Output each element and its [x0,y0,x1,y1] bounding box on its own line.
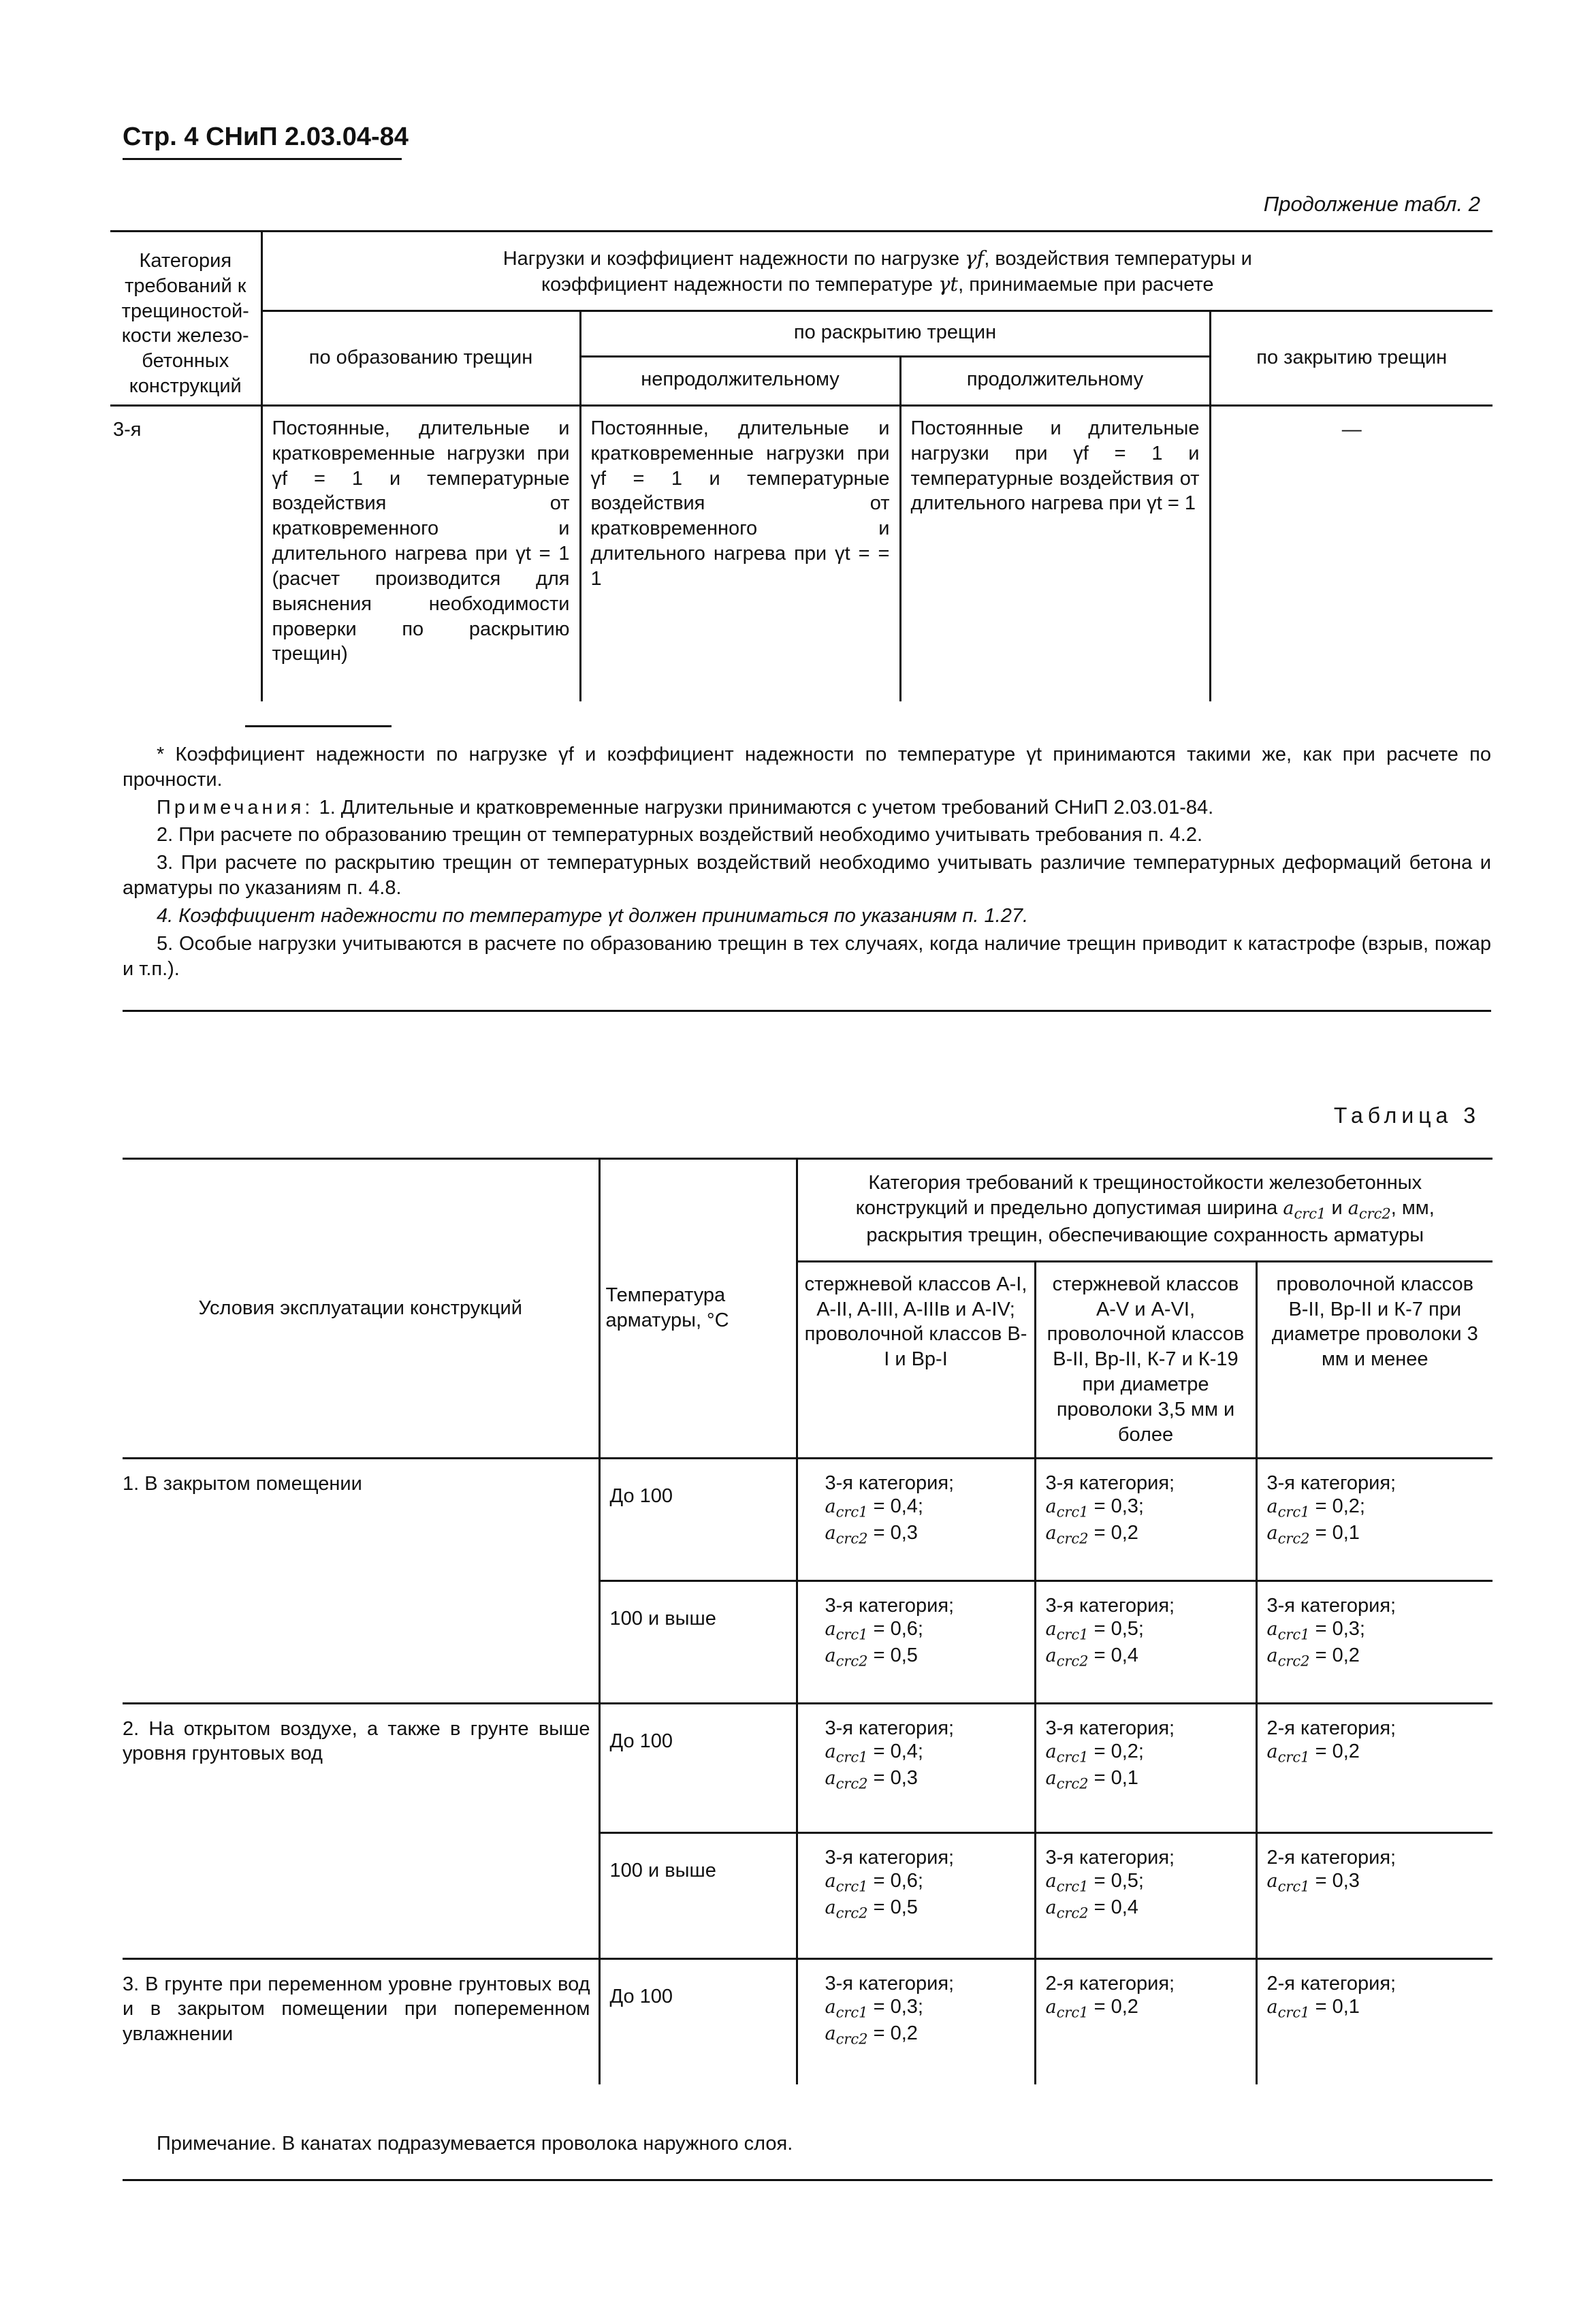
col-long-header: продолжительному [900,357,1210,406]
col-closing-header: по закрытию трещин [1210,311,1493,405]
table3-caption: Таблица 3 [1333,1103,1480,1128]
gamma-f-symbol: γf [965,247,985,270]
note-1: Примечания: 1. Длительные и кратковременные нагрузки принимаются с учетом требований СНиП 2.03.01-84. [157,796,1214,819]
bottom-separator [123,2179,1493,2181]
temperature-cell: До 100 [599,1703,797,1832]
acrc2-value: $a_{crc2} = 0,5$ [825,1644,918,1670]
acrc2-value: $a_{crc2} = 0,2$ [1045,1521,1138,1547]
acrc1-value: $a_{crc1} = 0,3$; [825,1996,923,2021]
category-text: 3-я категория; [825,1594,955,1617]
acrc1-value: $a_{crc1} = 0,2$ [1266,1741,1360,1766]
acrc1-value: $a_{crc1} = 0,1$ [1266,1996,1360,2021]
col-formation-header: по образованию трещин [261,311,580,405]
section-separator [123,1010,1491,1012]
acrc1-value: $a_{crc1} = 0,6$; [825,1870,923,1895]
acrc2-value: $a_{crc2} = 0,1$ [1266,1521,1360,1547]
requirement-cell [1035,1458,1256,1580]
note-3: 3. При расчете по раскрытию трещин от температурных воздействий необходимо учитывать различие температурных деформаций бетона и арматуры по указаниям п. 4.8. [123,852,1491,900]
category-text: 3-я категория; [1045,1717,1175,1739]
condition-cell: 1. В закрытом помещении [123,1458,599,1703]
requirement-cell [1035,1832,1256,1958]
acrc1-value: $a_{crc1} = 0,3$; [1045,1495,1144,1521]
acrc2-value: $a_{crc2} = 0,3$ [825,1766,918,1792]
requirement-cell [1256,1958,1493,2084]
table3-row [123,1458,1493,1580]
gamma-t-symbol: γt [938,272,959,296]
page-header: Стр. 4 СНиП 2.03.04-84 [123,123,409,151]
header-underline [123,158,402,160]
cell-long: Постоянные и длительные нагрузки при γf = 1 и температурные воздействия от длительного нагрева при γt = 1 [900,405,1210,701]
requirement-cell [1256,1832,1493,1958]
acrc1-value: $a_{crc1} = 0,2$; [1266,1495,1365,1521]
category-text: 2-я категория; [1266,1972,1396,1995]
requirement-cell [797,1832,1035,1958]
acrc2-value: $a_{crc2} = 0,5$ [825,1896,918,1922]
temperature-cell: 100 и выше [599,1580,797,1703]
category-text: 3-я категория; [1266,1594,1396,1617]
table2-caption: Продолжение табл. 2 [1263,192,1480,216]
acrc1-value: $a_{crc1} = 0,4$; [825,1495,923,1521]
temperature-cell: До 100 [599,1958,797,2084]
group-header: Нагрузки и коэффициент надежности по нагрузке γf, воздействия температуры и коэффициент надежности по температуре γt, принимаемые при расчете [261,232,1493,311]
col-opening-header: по раскрытию трещин [580,311,1210,356]
table3-note: Примечание. В канатах подразумевается проволока наружного слоя. [157,2133,793,2155]
temperature-cell: До 100 [599,1458,797,1580]
acrc2-value: $a_{crc2} = 0,2$ [1266,1644,1360,1670]
temperature-cell: 100 и выше [599,1832,797,1958]
row-category: 3-я [110,405,261,701]
requirement-cell [797,1958,1035,2084]
acrc2-value: $a_{crc2} = 0,1$ [1045,1766,1138,1792]
requirement-cell [1256,1580,1493,1703]
table3-row [123,1703,1493,1832]
footnote-rule [245,725,392,727]
cell-closing: — [1210,405,1493,701]
condition-cell: 3. В грунте при переменном уровне грунтовых вод и в закрытом помещении при попеременном увлажнении [123,1958,599,2084]
acrc1-symbol: $a_{crc1}$ [1283,1197,1326,1222]
col-wire-header: проволочной классов В-II, Вр-II и К-7 при диаметре проволоки 3 мм и менее [1256,1261,1493,1458]
requirement-cell [797,1458,1035,1580]
category-text: 3-я категория; [1045,1594,1175,1617]
col-conditions-header: Условия эксплуатации конструкций [123,1159,599,1459]
acrc1-value: $a_{crc1} = 0,5$; [1045,1618,1144,1643]
acrc1-value: $a_{crc1} = 0,2$; [1045,1741,1144,1766]
acrc2-value: $a_{crc2} = 0,3$ [825,1521,918,1547]
category-text: 2-я категория; [1045,1972,1175,1995]
col-temp-header: Температура арматуры, °С [599,1159,797,1459]
acrc1-value: $a_{crc1} = 0,5$; [1045,1870,1144,1895]
acrc1-value: $a_{crc1} = 0,3$; [1266,1618,1365,1643]
requirement-cell [1035,1580,1256,1703]
acrc1-value: $a_{crc1} = 0,2$ [1045,1996,1138,2021]
requirement-cell [1035,1703,1256,1832]
category-text: 2-я категория; [1266,1717,1396,1739]
acrc1-value: $a_{crc1} = 0,6$; [825,1618,923,1643]
cell-short: Постоянные, длительные и кратковременные нагрузки при γf = 1 и температурные воздействия от кратковременного и длительного нагрева при γt = = 1 [580,405,900,701]
col-short-header: непродолжительному [580,357,900,406]
requirement-cell [1256,1458,1493,1580]
table2 [110,230,1493,701]
category-text: 3-я категория; [825,1717,955,1739]
category-text: 2-я категория; [1266,1846,1396,1869]
note-2: 2. При расчете по образованию трещин от температурных воздействий необходимо учитывать требования п. 4.2. [157,824,1203,846]
acrc1-value: $a_{crc1} = 0,4$; [825,1741,923,1766]
category-text: 3-я категория; [825,1472,955,1494]
group-header-3: Категория требований к трещиностойкости железобетонных конструкций и предельно допустимая ширина $a_{crc1}$ и $a_{crc2}$, мм, раскрытия трещин, обеспечивающие сохранность арматуры [797,1159,1493,1262]
requirement-cell [797,1580,1035,1703]
category-text: 3-я категория; [1045,1846,1175,1869]
acrc2-value: $a_{crc2} = 0,4$ [1045,1644,1138,1670]
table2-notes [123,742,1491,984]
category-text: 3-я категория; [825,1972,955,1995]
acrc1-value: $a_{crc1} = 0,3$ [1266,1870,1360,1895]
cell-formation: Постоянные, длительные и кратковременные нагрузки при γf = 1 и температурные воздействия от кратковременного и длительного нагрева при γt = 1 (расчет производится для выяснения необходимости проверки по раскрытию трещин) [261,405,580,701]
table3-row [123,1958,1493,2084]
category-text: 3-я категория; [825,1846,955,1869]
note-5: 5. Особые нагрузки учитываются в расчете по образованию трещин в тех случаях, когда наличие трещин приводит к катастрофе (взрыв, пожар и т.п.). [123,932,1491,980]
condition-cell: 2. На открытом воздухе, а также в грунте выше уровня грунтовых вод [123,1703,599,1958]
col-rod-header: стержневой классов A-I, A-II, A-III, A-IIIв и A-IV; проволочной классов В-I и Вр-I [797,1261,1035,1458]
requirement-cell [1256,1703,1493,1832]
category-text: 3-я категория; [1045,1472,1175,1494]
note-4: 4. Коэффициент надежности по температуре γt должен приниматься по указаниям п. 1.27. [157,904,1029,927]
table3 [123,1158,1493,2084]
col-rod2-header: стержневой классов A-V и A-VI, проволочной классов В-II, Вр-II, К-7 и К-19 при диаметре проволоки 3,5 мм и более [1035,1261,1256,1458]
footnote: * Коэффициент надежности по нагрузке γf и коэффициент надежности по температуре γt принимаются такими же, как при расчете по прочности. [123,744,1491,791]
acrc2-symbol: $a_{crc2}$ [1347,1197,1391,1222]
requirement-cell [1035,1958,1256,2084]
acrc2-value: $a_{crc2} = 0,4$ [1045,1896,1138,1922]
acrc2-value: $a_{crc2} = 0,2$ [825,2022,918,2048]
col-category-header: Категория требований к трещиностой-кости железо-бетонных конструкций [110,232,261,406]
requirement-cell [797,1703,1035,1832]
category-text: 3-я категория; [1266,1472,1396,1494]
